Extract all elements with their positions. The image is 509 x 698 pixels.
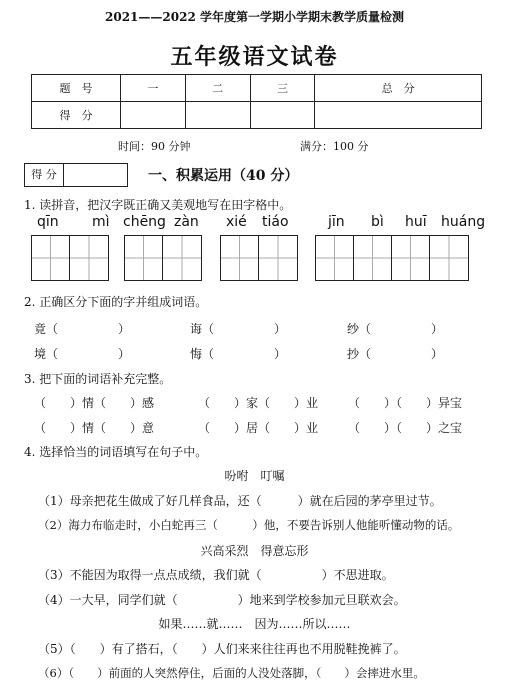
q3-item: （ ）情（ ）感	[34, 396, 155, 410]
section-1-heading: 一、积累运用（40 分）	[148, 168, 299, 184]
pinyin-8: bì	[371, 214, 384, 230]
q2-item: 诲（ ）	[190, 322, 287, 336]
q3-item: （ ）（ ）之宝	[348, 421, 463, 435]
q4-word-bank-3: 如果……就…… 因为……所以……	[158, 617, 351, 631]
score-table	[31, 74, 482, 129]
score-cell-section-3: 三	[250, 75, 315, 102]
tianzige-cell[interactable]	[259, 236, 297, 280]
q4-sentence-6: （6）（ ）前面的人突然停住，后面的人没处落脚，（ ）会摔进水里。	[38, 666, 425, 680]
tianzige-group-4	[315, 235, 469, 281]
tianzige-group-1	[31, 235, 109, 281]
pinyin-2: mì	[92, 214, 110, 230]
exam-full-score: 满分：100 分	[300, 140, 369, 153]
q4-sentence-4: （4）一大早，同学们就（ ）地来到学校参加元旦联欢会。	[38, 593, 406, 607]
tianzige-cell[interactable]	[392, 236, 430, 280]
q3-item: （ ）居（ ）业	[198, 421, 319, 435]
tianzige-cell[interactable]	[354, 236, 392, 280]
section-score-box	[24, 163, 128, 187]
q4-sentence-5: （5）（ ）有了搭石，（ ）人们来来往往再也不用脱鞋挽裤了。	[38, 642, 406, 656]
q1-prompt: 1. 读拼音，把汉字既正确又美观地写在田字格中。	[24, 198, 292, 212]
score-blank-total[interactable]	[315, 102, 482, 129]
q2-item: 竟（ ）	[34, 322, 131, 336]
q4-sentence-2: （2）海力布临走时，小白蛇再三（ ）他，不要告诉别人他能听懂动物的话。	[38, 518, 460, 532]
q4-word-bank-1: 吩咐 叮嘱	[224, 469, 285, 483]
pinyin-9: huī	[405, 214, 427, 230]
score-row-label: 得 分	[32, 102, 121, 129]
pinyin-7: jīn	[328, 214, 345, 230]
score-blank-2[interactable]	[185, 102, 250, 129]
tianzige-cell[interactable]	[32, 236, 70, 280]
q2-item: 抄（ ）	[347, 347, 444, 361]
exam-header: 2021——2022 学年度第一学期小学期末教学质量检测	[105, 10, 404, 24]
score-cell-label: 题 号	[32, 75, 121, 102]
q3-item: （ ）情（ ）意	[34, 421, 155, 435]
q4-word-bank-2: 兴高采烈 得意忘形	[200, 544, 309, 558]
tianzige-cell[interactable]	[430, 236, 468, 280]
q2-item: 境（ ）	[34, 347, 131, 361]
score-blank-3[interactable]	[250, 102, 315, 129]
score-cell-total: 总 分	[315, 75, 482, 102]
tianzige-group-2	[124, 235, 202, 281]
q2-item: 纱（ ）	[347, 322, 444, 336]
q3-item: （ ）家（ ）业	[198, 396, 319, 410]
score-table-header-row	[32, 75, 482, 102]
q4-prompt: 4. 选择恰当的词语填写在句子中。	[24, 445, 208, 459]
score-blank-1[interactable]	[121, 102, 186, 129]
pinyin-10: huáng	[441, 214, 486, 230]
section-score-label: 得 分	[25, 164, 64, 186]
q2-prompt: 2. 正确区分下面的字并组成词语。	[24, 295, 208, 309]
pinyin-5: xié	[226, 214, 247, 230]
score-cell-section-2: 二	[185, 75, 250, 102]
tianzige-cell[interactable]	[316, 236, 354, 280]
page-title: 五年级语文试卷	[170, 44, 339, 70]
q4-sentence-1: （1）母亲把花生做成了好几样食品，还（ ）就在后园的茅亭里过节。	[38, 494, 442, 508]
score-table-score-row	[32, 102, 482, 129]
pinyin-4: zàn	[174, 214, 199, 230]
q3-prompt: 3. 把下面的词语补充完整。	[24, 372, 172, 386]
q4-sentence-3: （3）不能因为取得一点点成绩，我们就（ ）不思进取。	[38, 568, 394, 582]
q3-item: （ ）（ ）异宝	[348, 396, 463, 410]
tianzige-cell[interactable]	[125, 236, 163, 280]
tianzige-cell[interactable]	[163, 236, 201, 280]
tianzige-cell[interactable]	[221, 236, 259, 280]
tianzige-group-3	[220, 235, 298, 281]
exam-time: 时间：90 分钟	[118, 140, 191, 153]
q2-item: 悔（ ）	[190, 347, 287, 361]
pinyin-1: qīn	[37, 214, 59, 230]
score-cell-section-1: 一	[121, 75, 186, 102]
pinyin-3: chēng	[123, 214, 166, 230]
pinyin-6: tiáo	[262, 214, 289, 230]
tianzige-cell[interactable]	[70, 236, 108, 280]
